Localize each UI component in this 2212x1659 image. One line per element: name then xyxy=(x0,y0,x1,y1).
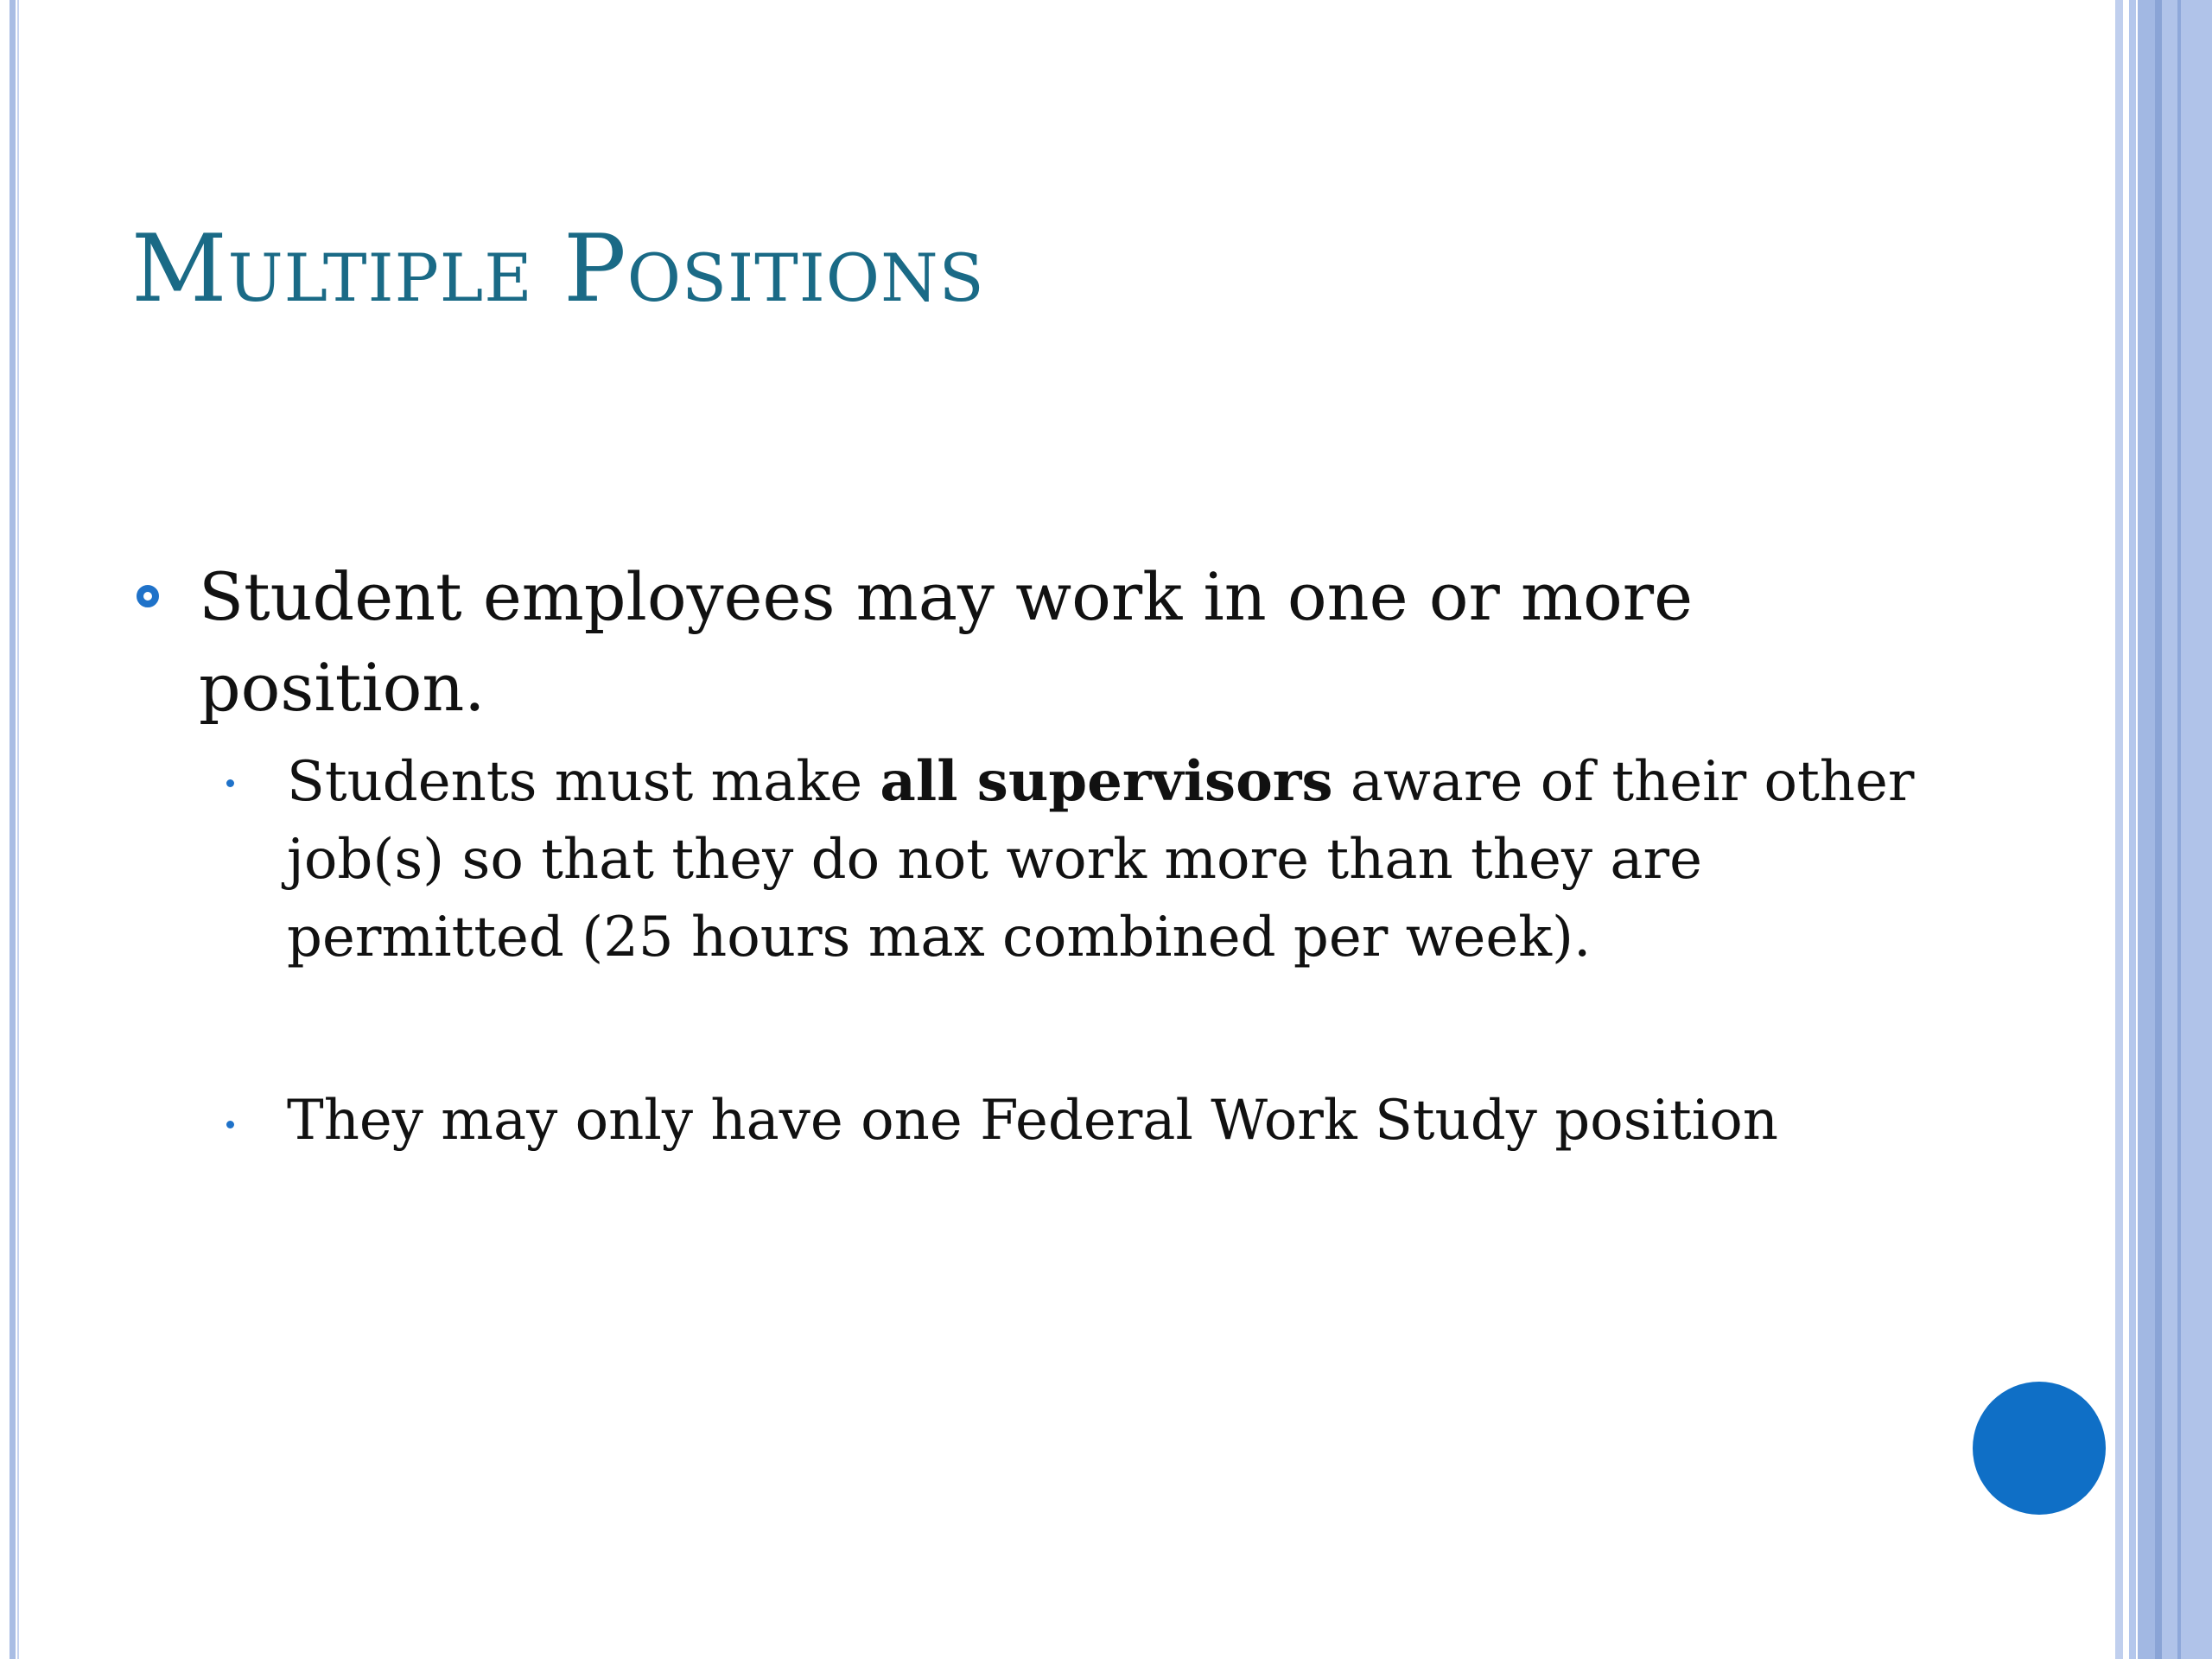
ring-bullet-icon xyxy=(137,585,159,607)
left-border-stripe-thin xyxy=(17,0,19,1659)
slide-title: Multiple Positions xyxy=(131,215,985,323)
right-border-stripe xyxy=(2155,0,2162,1659)
dot-bullet-icon xyxy=(226,1121,234,1128)
right-border-stripe xyxy=(2129,0,2136,1659)
bullet-level1-text: Student employees may work in one or more position. xyxy=(199,558,1694,726)
right-border-stripe xyxy=(2115,0,2123,1659)
dot-bullet-icon xyxy=(226,779,234,787)
sub-bullet-text-end: aware of their other job(s) so that they do not work more than they are permitted (25 hours max combined per week). xyxy=(287,750,1915,969)
sub-bullet-text-start: Students must make xyxy=(287,750,880,814)
sub-bullet-supervisors xyxy=(287,743,1929,976)
right-border-stripe xyxy=(2177,0,2181,1659)
blue-circle-decoration xyxy=(1973,1382,2106,1515)
sub-bullet-bold-text: all supervisors xyxy=(880,749,1333,814)
left-border-stripe xyxy=(10,0,16,1659)
right-border-stripe xyxy=(2162,0,2212,1659)
right-border-stripe xyxy=(2138,0,2155,1659)
sub-bullet-fws: They may only have one Federal Work Study position xyxy=(287,1089,1778,1153)
